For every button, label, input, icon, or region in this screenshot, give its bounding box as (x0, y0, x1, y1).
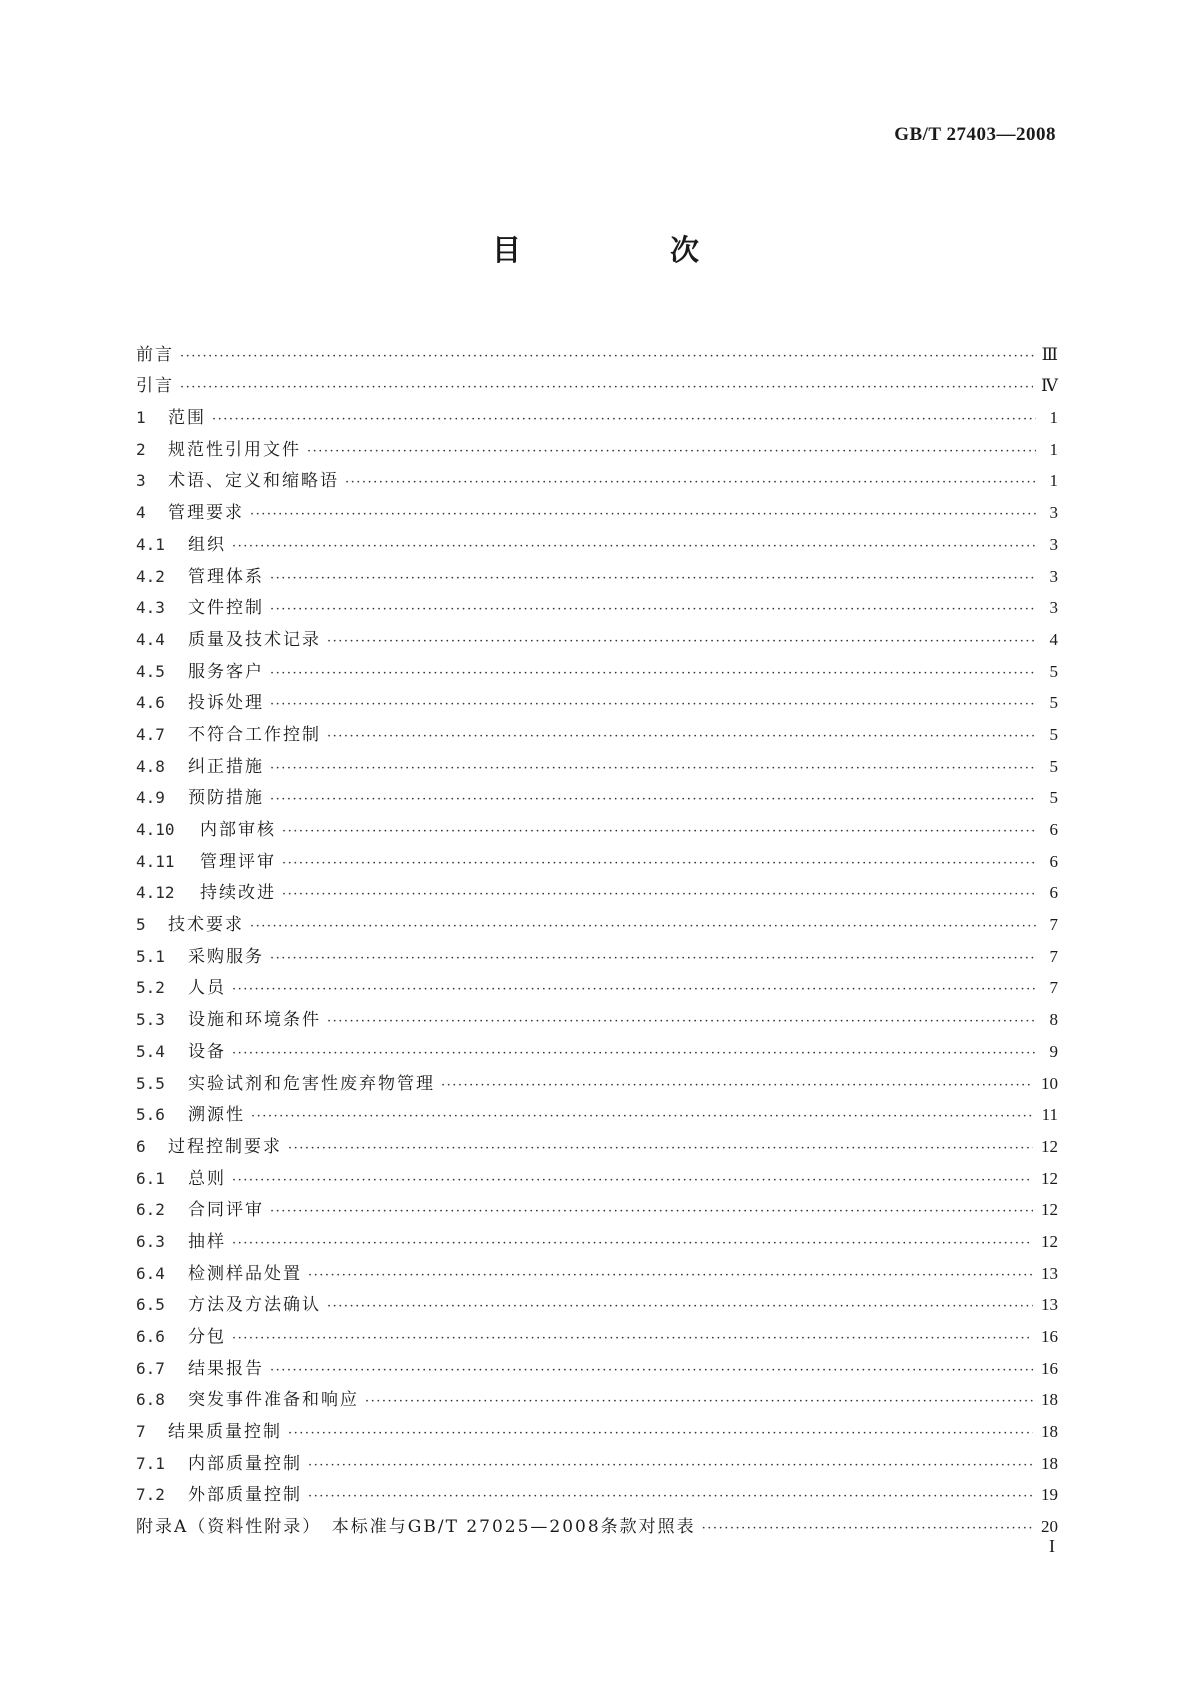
toc-entry-number: 4.7 (136, 724, 165, 744)
toc-entry-label: 合同评审 (188, 1200, 264, 1221)
toc-entry-number: 3 (136, 471, 146, 491)
toc-entry[interactable] (136, 682, 1058, 714)
toc-entry[interactable] (136, 1410, 1058, 1442)
toc-entry-label: 投诉处理 (188, 693, 264, 714)
toc-entry-page: 1 (1049, 439, 1058, 459)
table-of-contents (136, 333, 1058, 1537)
toc-dot-leader (308, 1458, 1033, 1474)
toc-entry-number: 5 (136, 915, 146, 935)
toc-entry-number: 1 (136, 408, 146, 428)
toc-entry[interactable] (136, 1125, 1058, 1157)
toc-dot-leader (251, 1109, 1034, 1125)
toc-entry-page: 3 (1049, 598, 1058, 618)
toc-entry-label: 抽样 (188, 1231, 226, 1252)
toc-entry[interactable] (136, 491, 1058, 523)
toc-entry-page: Ⅲ (1041, 344, 1058, 364)
toc-entry[interactable] (136, 396, 1058, 428)
toc-entry-number: 4 (136, 503, 146, 523)
toc-entry-page: 3 (1049, 503, 1058, 523)
toc-dot-leader (250, 507, 1036, 523)
toc-entry[interactable] (136, 998, 1058, 1030)
toc-dot-leader (270, 1204, 1033, 1220)
toc-dot-leader (180, 349, 1034, 365)
toc-entry-page: 6 (1049, 820, 1058, 839)
toc-entry-label: 术语、定义和缩略语 (168, 471, 339, 492)
toc-entry[interactable] (136, 1030, 1058, 1062)
toc-entry-page: Ⅳ (1041, 376, 1058, 396)
toc-entry-page: 12 (1041, 1168, 1058, 1188)
toc-entry-number: 6.7 (136, 1358, 165, 1378)
toc-dot-leader (250, 919, 1036, 935)
toc-entry-label: 附录A（资料性附录） 本标准与GB/T 27025—2008条款对照表 (136, 1517, 696, 1538)
toc-dot-leader (270, 666, 1036, 682)
toc-entry[interactable] (136, 428, 1058, 460)
toc-entry-label: 组织 (188, 534, 226, 555)
toc-entry[interactable] (136, 1379, 1058, 1411)
toc-dot-leader (270, 761, 1036, 777)
toc-entry-page: 13 (1041, 1295, 1058, 1315)
toc-entry[interactable] (136, 903, 1058, 935)
toc-entry[interactable] (136, 1284, 1058, 1316)
toc-dot-leader (270, 1363, 1033, 1379)
toc-entry-label: 技术要求 (168, 915, 244, 936)
toc-dot-leader (282, 856, 1036, 872)
toc-entry-number: 4.12 (136, 883, 175, 903)
toc-entry-page: 4 (1049, 629, 1058, 649)
toc-entry-label: 范围 (168, 408, 206, 429)
toc-entry[interactable] (136, 777, 1058, 809)
toc-entry-page: 12 (1041, 1136, 1058, 1156)
toc-entry-number: 6.1 (136, 1168, 165, 1188)
toc-dot-leader (288, 1426, 1033, 1442)
toc-entry-number: 4.1 (136, 534, 165, 554)
toc-entry[interactable] (136, 935, 1058, 967)
toc-entry-page: 6 (1049, 883, 1058, 903)
toc-entry-label: 结果报告 (188, 1358, 264, 1379)
page-title: 目 次 (491, 233, 759, 267)
toc-dot-leader (282, 887, 1036, 903)
toc-entry-label: 质量及技术记录 (188, 629, 321, 650)
toc-entry[interactable] (136, 1220, 1058, 1252)
toc-entry-number: 6 (136, 1136, 146, 1156)
toc-entry-number: 6.2 (136, 1200, 165, 1220)
toc-entry-page: 18 (1041, 1422, 1058, 1442)
toc-entry-label: 纠正措施 (188, 756, 264, 777)
toc-entry[interactable] (136, 872, 1058, 904)
toc-entry-page: 5 (1049, 788, 1058, 808)
toc-entry-label: 分包 (188, 1327, 226, 1347)
toc-entry-page: 5 (1049, 661, 1058, 681)
toc-entry-label: 检测样品处置 (188, 1263, 302, 1284)
toc-dot-leader (308, 1268, 1033, 1284)
toc-dot-leader (327, 1299, 1033, 1315)
toc-dot-leader (232, 1236, 1033, 1252)
toc-entry-number: 4.4 (136, 629, 165, 649)
toc-dot-leader (270, 571, 1036, 587)
toc-entry[interactable] (136, 1157, 1058, 1189)
toc-entry-page: 19 (1041, 1485, 1058, 1505)
toc-dot-leader (327, 729, 1036, 745)
toc-entry-page: 1 (1049, 471, 1058, 491)
toc-entry[interactable] (136, 1442, 1058, 1474)
toc-entry[interactable] (136, 1252, 1058, 1284)
toc-entry-page: 3 (1049, 534, 1058, 554)
toc-dot-leader (232, 1331, 1033, 1347)
toc-entry[interactable] (136, 650, 1058, 682)
toc-entry-page: 1 (1049, 408, 1058, 428)
toc-entry-label: 外部质量控制 (188, 1485, 302, 1506)
toc-dot-leader (232, 1046, 1036, 1062)
toc-dot-leader (288, 1141, 1033, 1157)
toc-entry-label: 内部审核 (200, 820, 276, 840)
toc-entry-page: 5 (1049, 724, 1058, 744)
toc-entry-page: 3 (1049, 566, 1058, 586)
toc-entry-number: 4.6 (136, 693, 165, 713)
toc-entry-label: 结果质量控制 (168, 1422, 282, 1443)
toc-entry-page: 7 (1049, 915, 1058, 935)
toc-entry-page: 7 (1049, 946, 1058, 966)
toc-entry-label: 规范性引用文件 (168, 439, 301, 460)
toc-entry[interactable] (136, 333, 1058, 365)
toc-dot-leader (307, 444, 1036, 460)
toc-entry-page: 16 (1041, 1327, 1058, 1346)
toc-entry-number: 6.4 (136, 1263, 165, 1283)
toc-entry-number: 6.6 (136, 1327, 165, 1346)
toc-entry[interactable] (136, 967, 1058, 999)
toc-entry[interactable] (136, 1505, 1058, 1537)
page-number: I (1049, 1536, 1055, 1556)
toc-entry-number: 2 (136, 439, 146, 459)
toc-entry-label: 管理评审 (200, 851, 276, 872)
toc-entry-number: 4.8 (136, 756, 165, 776)
toc-entry-label: 实验试剂和危害性废弃物管理 (188, 1073, 435, 1094)
toc-entry[interactable] (136, 1094, 1058, 1126)
toc-entry-label: 采购服务 (188, 946, 264, 967)
toc-entry-number: 5.6 (136, 1105, 165, 1125)
toc-dot-leader (270, 792, 1036, 808)
toc-entry[interactable] (136, 365, 1058, 397)
toc-entry-label: 管理要求 (168, 503, 244, 524)
toc-entry-page: 7 (1049, 978, 1058, 998)
toc-dot-leader (232, 1173, 1033, 1189)
toc-entry[interactable] (136, 460, 1058, 492)
toc-entry[interactable] (136, 618, 1058, 650)
toc-entry[interactable] (136, 745, 1058, 777)
toc-entry-label: 内部质量控制 (188, 1453, 302, 1474)
toc-entry[interactable] (136, 713, 1058, 745)
toc-entry-page: 11 (1041, 1105, 1058, 1125)
toc-entry-number: 5.3 (136, 1010, 165, 1030)
toc-entry-page: 18 (1041, 1453, 1058, 1473)
standard-code: GB/T 27403—2008 (894, 124, 1056, 145)
toc-entry-number: 7.1 (136, 1453, 165, 1473)
toc-entry[interactable] (136, 1189, 1058, 1221)
toc-entry-page: 5 (1049, 693, 1058, 713)
toc-dot-leader (327, 634, 1036, 650)
toc-entry-page: 8 (1049, 1010, 1058, 1030)
toc-dot-leader (232, 982, 1036, 998)
toc-dot-leader (232, 539, 1036, 555)
toc-entry-number: 4.11 (136, 851, 175, 871)
toc-entry-page: 13 (1041, 1263, 1058, 1283)
toc-entry-number: 7.2 (136, 1485, 165, 1505)
toc-entry-number: 6.3 (136, 1231, 165, 1251)
toc-entry-number: 5.1 (136, 946, 165, 966)
toc-entry-page: 18 (1041, 1390, 1058, 1410)
toc-dot-leader (327, 1014, 1036, 1030)
toc-dot-leader (270, 951, 1036, 967)
toc-entry-number: 4.2 (136, 566, 165, 586)
toc-dot-leader (282, 824, 1036, 840)
toc-entry-label: 前言 (136, 344, 174, 365)
toc-entry-label: 总则 (188, 1168, 226, 1189)
toc-entry-label: 管理体系 (188, 566, 264, 587)
toc-dot-leader (441, 1078, 1033, 1094)
toc-dot-leader (180, 380, 1033, 396)
toc-entry-label: 方法及方法确认 (188, 1295, 321, 1316)
toc-entry-label: 溯源性 (188, 1105, 245, 1126)
toc-dot-leader (702, 1521, 1033, 1537)
toc-entry-label: 预防措施 (188, 788, 264, 809)
toc-entry-label: 过程控制要求 (168, 1136, 282, 1157)
toc-entry[interactable] (136, 587, 1058, 619)
toc-entry[interactable] (136, 840, 1058, 872)
toc-entry-number: 4.10 (136, 820, 175, 839)
toc-entry[interactable] (136, 555, 1058, 587)
toc-entry-label: 文件控制 (188, 598, 264, 619)
toc-dot-leader (345, 475, 1036, 491)
toc-entry-label: 设备 (188, 1041, 226, 1062)
toc-entry-label: 不符合工作控制 (188, 724, 321, 745)
toc-entry-number: 5.2 (136, 978, 165, 998)
toc-entry-number: 5.4 (136, 1041, 165, 1061)
toc-entry-number: 6.5 (136, 1295, 165, 1315)
toc-entry-number: 4.9 (136, 788, 165, 808)
toc-entry-label: 突发事件准备和响应 (188, 1390, 359, 1411)
toc-entry[interactable] (136, 1347, 1058, 1379)
toc-entry-page: 12 (1041, 1231, 1058, 1251)
toc-entry-page: 6 (1049, 851, 1058, 871)
toc-entry-page: 5 (1049, 756, 1058, 776)
toc-entry[interactable] (136, 808, 1058, 840)
toc-entry-number: 4.3 (136, 598, 165, 618)
toc-dot-leader (212, 412, 1036, 428)
toc-entry-page: 9 (1049, 1041, 1058, 1061)
toc-entry[interactable] (136, 1062, 1058, 1094)
toc-entry-number: 7 (136, 1422, 146, 1442)
toc-entry-page: 20 (1041, 1517, 1058, 1537)
toc-entry-page: 16 (1041, 1358, 1058, 1378)
toc-entry-label: 持续改进 (200, 883, 276, 904)
toc-entry-page: 12 (1041, 1200, 1058, 1220)
toc-entry-page: 10 (1041, 1073, 1058, 1093)
toc-entry-number: 4.5 (136, 661, 165, 681)
toc-entry-label: 人员 (188, 978, 226, 999)
toc-entry-label: 服务客户 (188, 661, 264, 682)
toc-entry-number: 6.8 (136, 1390, 165, 1410)
toc-dot-leader (270, 697, 1036, 713)
toc-entry[interactable] (136, 1474, 1058, 1506)
toc-dot-leader (270, 602, 1036, 618)
toc-entry-number: 5.5 (136, 1073, 165, 1093)
toc-entry-label: 设施和环境条件 (188, 1010, 321, 1031)
toc-entry[interactable] (136, 523, 1058, 555)
toc-dot-leader (365, 1394, 1033, 1410)
toc-entry[interactable] (136, 1315, 1058, 1347)
toc-entry-label: 引言 (136, 376, 174, 397)
toc-dot-leader (308, 1489, 1033, 1505)
